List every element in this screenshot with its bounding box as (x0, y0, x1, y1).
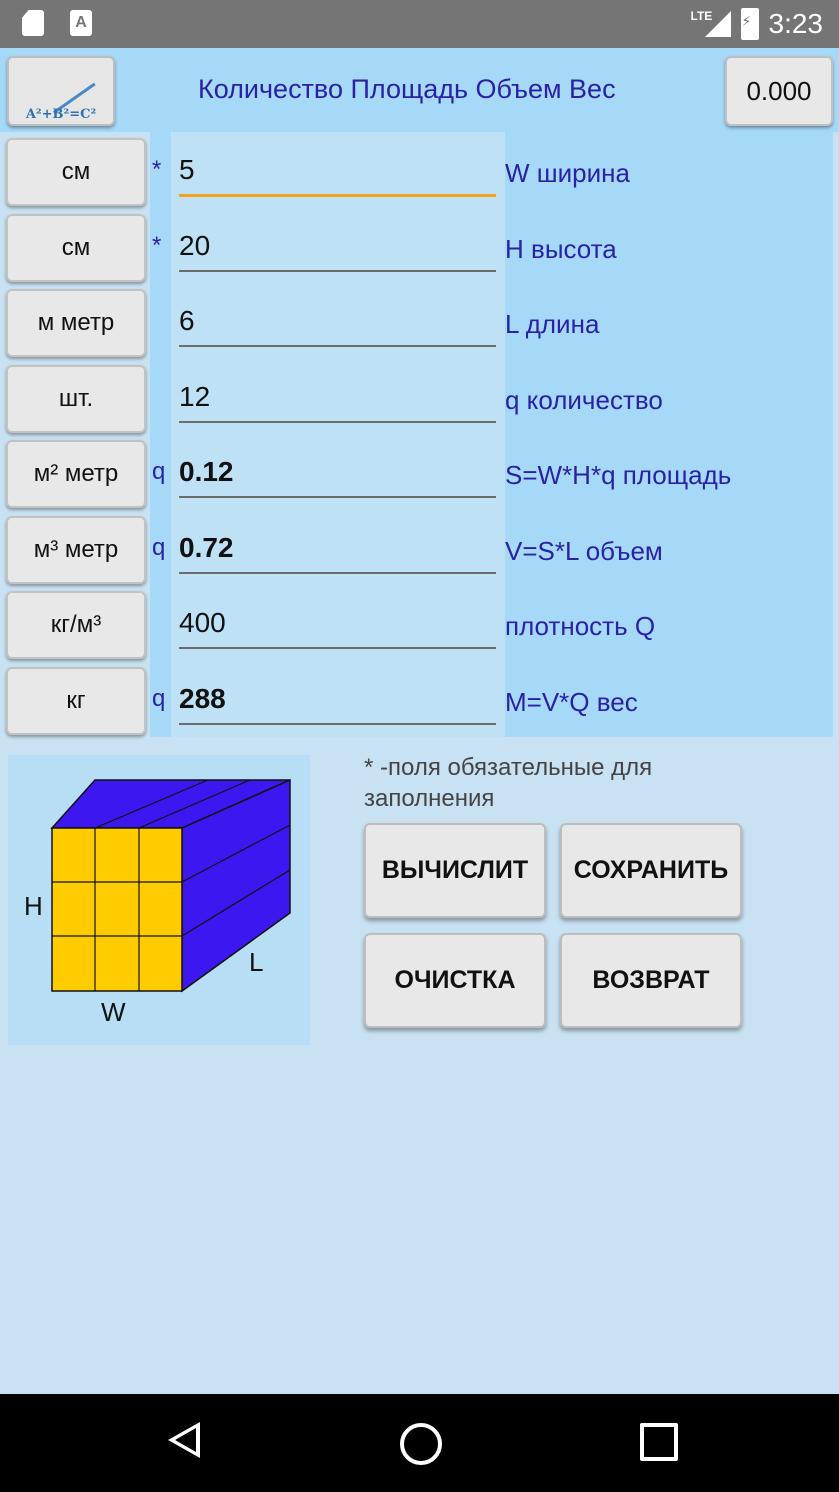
field-label: M=V*Q вес (505, 686, 638, 717)
value-input[interactable]: 12 (179, 375, 496, 423)
value-input[interactable]: 6 (179, 299, 496, 347)
battery-charging-icon (741, 8, 759, 40)
value-input[interactable]: 0.72 (179, 526, 496, 574)
form-row (0, 285, 839, 360)
font-notification-icon: A (70, 10, 92, 36)
signal-icon (691, 9, 731, 39)
box-front-face (52, 828, 182, 991)
unit-button[interactable]: см (6, 138, 146, 206)
clear-button[interactable]: ОЧИСТКА (364, 933, 546, 1028)
field-marker: q (152, 684, 166, 712)
field-label: S=W*H*q площадь (505, 460, 732, 490)
unit-button[interactable]: м² метр (6, 440, 146, 508)
form-row (0, 663, 839, 738)
back-button[interactable]: ВОЗВРАТ (560, 933, 742, 1028)
logo-formula: A²+B²=C² (25, 107, 97, 122)
network-type: LTE (690, 9, 713, 23)
unit-button[interactable]: шт. (6, 365, 146, 433)
nav-home-icon[interactable] (400, 1423, 442, 1465)
page-title: Количество Площадь Объем Вес (198, 74, 616, 104)
field-label: V=S*L объем (505, 535, 663, 566)
form-row (0, 134, 839, 209)
status-bar (0, 0, 839, 48)
value-input[interactable]: 288 (179, 677, 496, 725)
form-row (0, 361, 839, 436)
app-logo-button[interactable] (7, 56, 115, 126)
app-bar (0, 48, 839, 132)
value-input[interactable]: 20 (179, 224, 496, 272)
save-button[interactable]: СОХРАНИТЬ (560, 823, 742, 918)
pen-hand-icon (32, 53, 95, 114)
form-row (0, 512, 839, 587)
navigation-bar (0, 1394, 839, 1492)
field-label: L длина (505, 309, 600, 339)
label-h: H (24, 891, 43, 921)
form-row (0, 210, 839, 285)
label-l: L (249, 947, 264, 977)
unit-button[interactable]: см (6, 214, 146, 282)
field-label: H высота (505, 233, 617, 264)
total-value-button[interactable]: 0.000 (725, 56, 833, 126)
unit-button[interactable]: м метр (6, 289, 146, 357)
form-row (0, 587, 839, 662)
nav-recents-icon[interactable] (640, 1423, 678, 1461)
unit-button[interactable]: м³ метр (6, 516, 146, 584)
required-fields-note: * -поля обязательные для заполнения (364, 754, 653, 812)
clock: 3:23 (768, 8, 823, 39)
value-input[interactable]: 5 (179, 148, 496, 197)
field-marker: q (152, 533, 166, 561)
nav-back-icon[interactable] (168, 1422, 200, 1458)
field-label: q количество (505, 384, 663, 415)
label-w: W (101, 997, 126, 1027)
calculate-button[interactable]: ВЫЧИСЛИТ (364, 823, 546, 918)
value-input[interactable]: 0.12 (179, 450, 496, 498)
form-row (0, 436, 839, 511)
unit-button[interactable]: кг (6, 667, 146, 735)
field-marker: * (152, 231, 162, 259)
value-input[interactable]: 400 (179, 601, 496, 649)
field-label: W ширина (505, 158, 630, 188)
field-marker: q (152, 458, 166, 485)
field-marker: * (152, 156, 162, 183)
box-diagram (8, 755, 310, 1045)
field-label: плотность Q (505, 611, 656, 641)
unit-button[interactable]: кг/м³ (6, 591, 146, 659)
sd-card-icon (22, 10, 44, 36)
